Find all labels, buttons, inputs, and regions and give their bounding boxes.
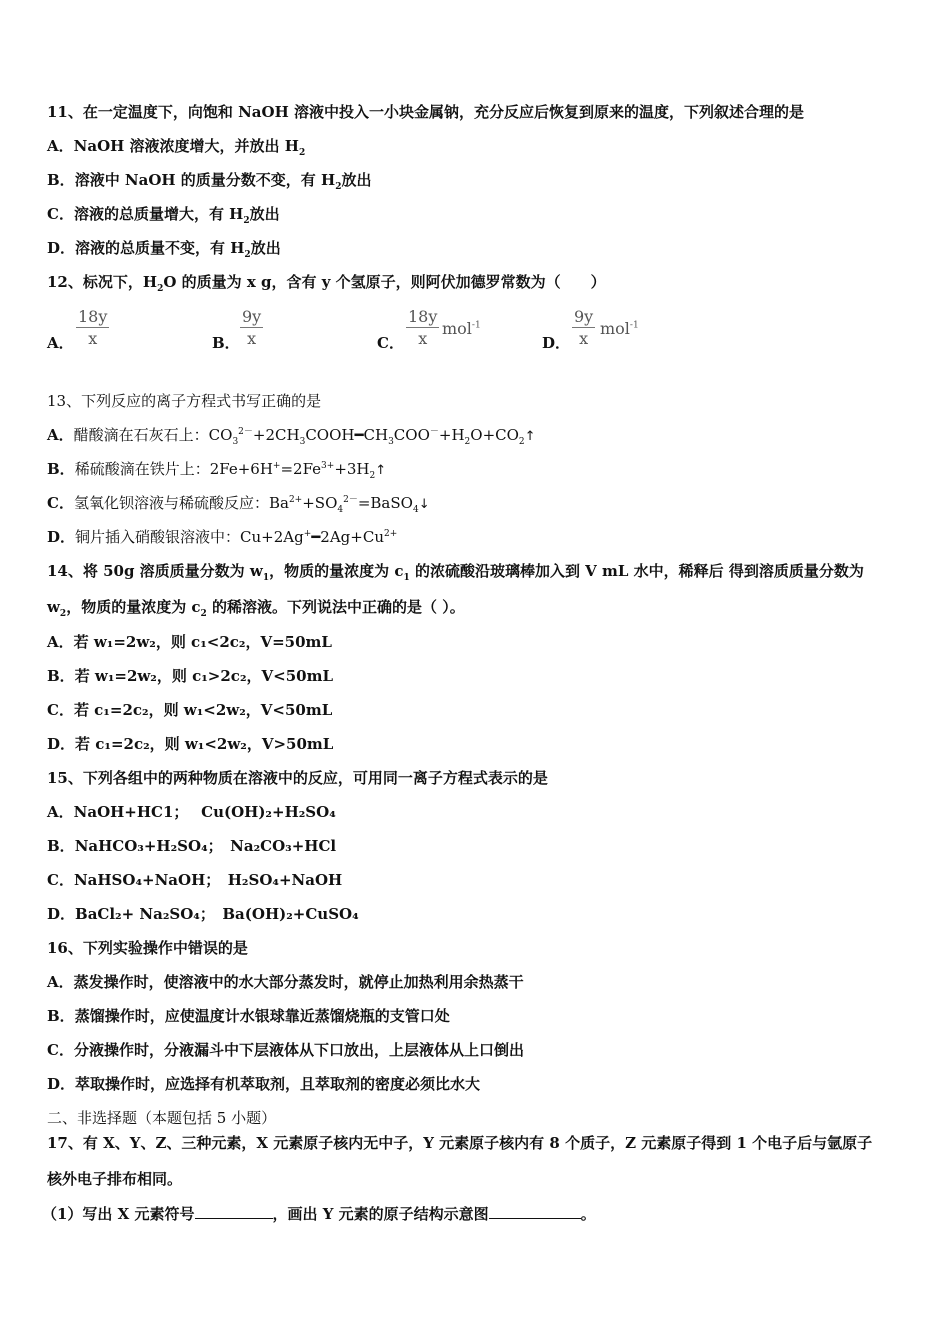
q13-option-d: D．铜片插入硝酸银溶液中：$Cu+2Ag^+━2Ag+Cu^{2+}$: [47, 528, 398, 546]
y-structure-blank[interactable]: [489, 1204, 581, 1219]
q11-option-c: C．溶液的总质量增大，有 $H_2$放出: [47, 205, 280, 226]
q17-stem-line2: 核外电子排布相同。: [47, 1170, 183, 1188]
q12-stem: 12、标况下，$H_2O$ 的质量为 x g，含有 y 个氢原子，则阿伏加德罗常数为（ ）: [47, 273, 606, 294]
q13-option-c: C．氢氧化钡溶液与稀硫酸反应：$Ba^{2+}+SO_4^{2-}=BaSO_4↓$: [47, 494, 430, 515]
q16-option-d: D．萃取操作时，应选择有机萃取剂，且萃取剂的密度必须比水大: [47, 1075, 481, 1093]
q15-option-a: A．NaOH+HC1； Cu(OH)₂+H₂SO₄: [47, 803, 336, 821]
q13-stem: 13、下列反应的离子方程式书写正确的是: [47, 392, 322, 410]
q13-option-b: B．稀硫酸滴在铁片上：$2Fe+6H^+=2Fe^{3+}+3H_2↑$: [47, 460, 387, 481]
q11-option-d: D．溶液的总质量不变，有 $H_2$放出: [47, 239, 281, 260]
q11-option-a: A．NaOH 溶液浓度增大，并放出 $H_2$: [47, 137, 306, 158]
section-heading: 二、非选择题（本题包括 5 小题）: [47, 1109, 277, 1127]
q13-option-a: A．醋酸滴在石灰石上：$CO_3^{2-}+2CH_3COOH━CH_3COO^-+H_2O+CO_2↑$: [47, 426, 536, 447]
x-symbol-blank[interactable]: [195, 1204, 273, 1219]
q12-option-c-fraction: $\frac{18y}{x}$: [408, 307, 438, 348]
q14-option-d: D．若 c₁=2c₂，则 w₁<2w₂，V>50mL: [47, 735, 334, 753]
q14-stem-line2: $w_2$，物质的量浓度为 $c_2$ 的稀溶液。下列说法中正确的是（ ）。: [47, 598, 465, 619]
q15-option-d: D．BaCl₂+ Na₂SO₄； Ba(OH)₂+CuSO₄: [47, 905, 359, 923]
q15-option-c: C．NaHSO₄+NaOH； H₂SO₄+NaOH: [47, 871, 343, 889]
q12-option-c-unit: mol$^{-1}$: [442, 319, 481, 338]
q15-stem: 15、下列各组中的两种物质在溶液中的反应，可用同一离子方程式表示的是: [47, 769, 548, 787]
q12-option-d-unit: mol$^{-1}$: [600, 319, 639, 338]
q15-option-b: B．NaHCO₃+H₂SO₄； Na₂CO₃+HCl: [47, 837, 337, 855]
q16-option-c: C．分液操作时，分液漏斗中下层液体从下口放出，上层液体从上口倒出: [47, 1041, 524, 1059]
q11-option-b: B．溶液中 NaOH 的质量分数不变，有 $H_2$放出: [47, 171, 372, 192]
q11-stem: 11、在一定温度下，向饱和 NaOH 溶液中投入一小块金属钠，充分反应后恢复到原来的温度，下列叙述合理的是: [47, 103, 804, 121]
q14-stem-line1: 14、将 50g 溶质质量分数为 $w_1$，物质的量浓度为 $c_1$ 的浓硫酸沿玻璃棒加入到 V mL 水中，稀释后 得到溶质质量分数为: [47, 562, 864, 583]
q12-option-c-label: C．: [377, 334, 404, 352]
q12-option-a-label: A．: [47, 334, 74, 352]
q12-option-a-fraction: $\frac{18y}{x}$: [78, 307, 108, 348]
q14-option-b: B．若 w₁=2w₂，则 c₁>2c₂，V<50mL: [47, 667, 334, 685]
q16-stem: 16、下列实验操作中错误的是: [47, 939, 248, 957]
q12-option-b-label: B．: [212, 334, 240, 352]
q14-option-c: C．若 c₁=2c₂，则 w₁<2w₂，V<50mL: [47, 701, 333, 719]
q17-part1: （1）写出 X 元素符号 ，画出 Y 元素的原子结构示意图 。: [42, 1205, 596, 1223]
q12-option-b-fraction: $\frac{9y}{x}$: [242, 307, 262, 348]
q12-option-d-label: D．: [542, 334, 571, 352]
q12-option-d-fraction: $\frac{9y}{x}$: [574, 307, 594, 348]
q16-option-b: B．蒸馏操作时，应使温度计水银球靠近蒸馏烧瓶的支管口处: [47, 1007, 450, 1025]
q17-stem-line1: 17、有 X、Y、Z、三种元素，X 元素原子核内无中子，Y 元素原子核内有 8 个质子，Z 元素原子得到 1 个电子后与氩原子: [47, 1134, 873, 1152]
q16-option-a: A．蒸发操作时，使溶液中的水大部分蒸发时，就停止加热利用余热蒸干: [47, 973, 524, 991]
q14-option-a: A．若 w₁=2w₂，则 c₁<2c₂，V=50mL: [47, 633, 332, 651]
